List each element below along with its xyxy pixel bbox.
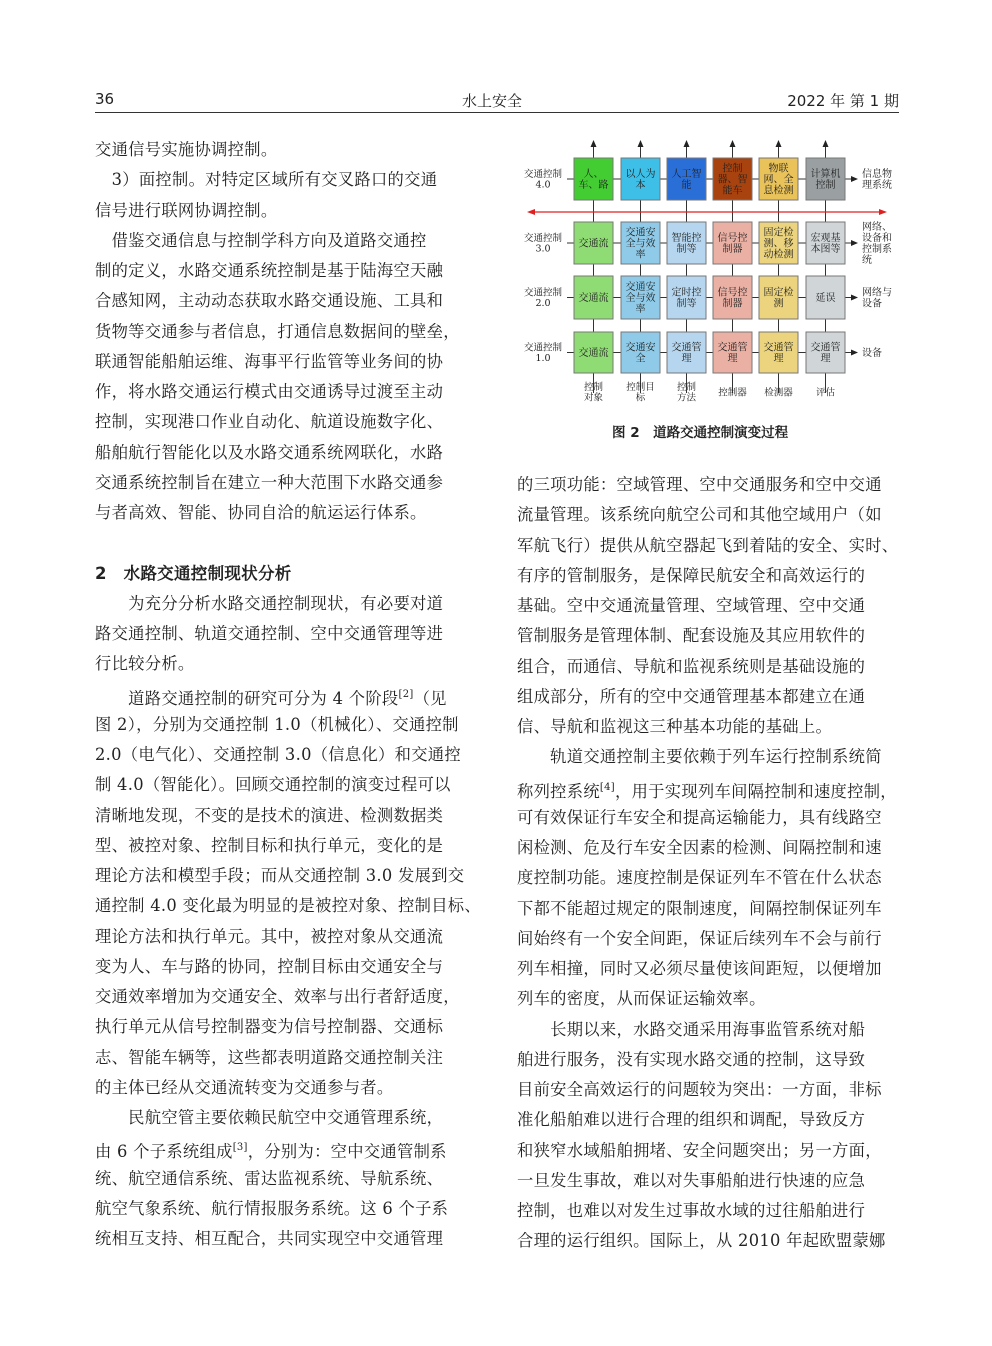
cell-label: 固定检测 <box>763 287 794 310</box>
text-line: 一旦发生事故，难以对失事船舶进行快速的应急 <box>517 1170 866 1190</box>
text-line: 船舶航行智能化以及水路交通系统网联化，水路 <box>95 442 444 462</box>
text-line: 管制服务是管理体制、配套设施及其应用软件的 <box>517 626 866 646</box>
cell-label: 交通流 <box>578 238 609 250</box>
text-line: 3）面控制。对特定区域所有交叉路口的交通 <box>95 170 438 190</box>
column-label: 控制对象 <box>583 382 604 404</box>
text-line: 控制，也难以对发生过事故水域的过往船舶进行 <box>517 1201 866 1220</box>
text-line: 通控制 4.0 变化最为明显的是被控对象、控制目标、 <box>95 896 481 916</box>
row-label: 交通控制 3.0 <box>523 233 563 255</box>
column-label: 控制方法 <box>676 382 697 404</box>
figure-caption: 图 2 道路交通控制演变过程 <box>612 425 789 441</box>
text-line: 借鉴交通信息与控制学科方向及道路交通控 <box>95 230 427 250</box>
cell-label: 交通流 <box>578 293 609 304</box>
text-line: 基础。空中交通流量管理、空域管理、空中交通 <box>517 596 866 615</box>
text-line: 统相互支持、相互配合，共同实现空中交通管理 <box>95 1229 444 1248</box>
header-rule <box>95 112 899 113</box>
cell-label: 人工智能 <box>671 169 702 191</box>
arrow-right-icon <box>879 209 887 215</box>
cell-label: 智能控制等 <box>671 233 702 255</box>
text-line: 合理的运行组织。国际上，从 2010 年起欧盟蒙娜 <box>517 1231 886 1251</box>
cell-label: 定时控制等 <box>671 287 702 310</box>
text-line: 准化船舶难以进行合理的组织和调配，导致反方 <box>517 1110 866 1130</box>
text-line: 的主体已经从交通流转变为交通参与者。 <box>95 1077 394 1097</box>
arrow-left-icon <box>527 209 535 215</box>
text-line: 作，将水路交通运行模式由交通诱导过渡至主动 <box>95 382 444 401</box>
text-line: 下都不能超过规定的限制速度，间隔控制保证列车 <box>517 898 882 918</box>
issue-label: 2022 年 第 1 期 <box>787 92 899 110</box>
row-label: 交通控制 4.0 <box>523 169 563 191</box>
column-label: 检测器 <box>764 387 793 399</box>
cell-label: 计算机控制 <box>810 169 841 191</box>
text-line: 清晰地发现，不变的是技术的演进、检测数据类 <box>95 805 444 825</box>
text-line: 道路交通控制的研究可分为 4 个阶段[2]（见 <box>95 688 447 708</box>
text-line: 控制，实现港口作业自动化、航道设施数字化、 <box>95 412 444 432</box>
row-output-label: 信息物理系统 <box>862 169 892 191</box>
text-line: 联通智能船舶运维、海事平行监管等业务间的协 <box>95 351 444 371</box>
cell-label: 交通管理 <box>763 342 794 365</box>
arrow-up-icon <box>730 140 736 147</box>
cell-label: 人、车、路 <box>578 169 609 191</box>
cell-label: 控制器、智能车 <box>717 163 748 197</box>
text-line: 变为人、车与路的协同，控制目标由交通安全与 <box>95 956 444 976</box>
row-output-label: 设备 <box>862 348 882 359</box>
text-line: 度控制功能。速度控制是保证列车不管在什么状态 <box>517 868 882 888</box>
cell-label: 交通管理 <box>717 342 748 365</box>
figure-2-diagram <box>515 135 905 415</box>
text-line: 与者高效、智能、协同自洽的航运运行体系。 <box>95 503 427 522</box>
arrow-up-icon <box>684 140 690 147</box>
arrow-right-icon <box>851 350 858 356</box>
text-line: 理论方法和模型手段；而从交通控制 3.0 发展到交 <box>95 866 465 885</box>
text-line: 由 6 个子系统组成[3]，分别为：空中交通管制系 <box>95 1142 447 1162</box>
page-number: 36 <box>95 90 115 108</box>
text-line: 组成部分，所有的空中交通管理基本都建立在通 <box>517 686 866 706</box>
row-output-label: 网络与设备 <box>862 287 892 310</box>
text-line: 民航空管主要依赖民航空中交通管理系统， <box>95 1108 444 1127</box>
text-line: 轨道交通控制主要依赖于列车运行控制系统简 <box>517 747 882 767</box>
text-line: 和狭窄水域船舶拥堵、安全问题突出；另一方面， <box>517 1140 882 1160</box>
cell-label: 交通安全 <box>625 342 656 365</box>
cell-label: 交通流 <box>578 348 609 359</box>
text-line: 交通效率增加为交通安全、效率与出行者舒适度， <box>95 987 460 1006</box>
text-line: 间始终有一个安全间距，保证后续列车不会与前行 <box>517 928 882 948</box>
text-line: 合感知网，主动动态获取水路交通设施、工具和 <box>95 291 444 311</box>
text-line: 长期以来，水路交通采用海事监管系统对船 <box>517 1019 866 1039</box>
text-line: 制 4.0（智能化）。回顾交通控制的演变过程可以 <box>95 775 451 795</box>
text-line: 列车的密度，从而保证运输效率。 <box>517 989 766 1009</box>
arrow-right-icon <box>851 240 858 246</box>
cell-label: 以人为本 <box>625 169 656 191</box>
column-label: 控制目标 <box>626 382 655 404</box>
citation[interactable]: [3] <box>232 1142 248 1154</box>
text-line: 型、被控对象、控制目标和执行单元，变化的是 <box>95 835 444 855</box>
arrow-up-icon <box>823 140 829 147</box>
cell-label: 信号控制器 <box>717 287 748 310</box>
text-line: 信、导航和监视这三种基本功能的基础上。 <box>517 717 833 736</box>
text-line: 有序的管制服务，是保障民航安全和高效运行的 <box>517 565 866 585</box>
cell-label: 宏观基本图等 <box>810 233 841 255</box>
text-line: 闲检测、危及行车安全因素的检测、间隔控制和速 <box>517 838 882 857</box>
text-line: 图 2），分别为交通控制 1.0（机械化）、交通控制 <box>95 714 459 734</box>
text-line: 交通信号实施协调控制。 <box>95 140 278 159</box>
cell-label: 物联网、全息检测 <box>763 163 794 197</box>
arrow-right-icon <box>851 295 858 301</box>
arrow-up-icon <box>591 140 597 147</box>
text-line: 舶进行服务，没有实现水路交通的控制，这导致 <box>517 1049 866 1069</box>
cell-label: 延误 <box>815 293 836 304</box>
text-line: 路交通控制、轨道交通控制、空中交通管理等进 <box>95 624 444 643</box>
citation[interactable]: [4] <box>599 781 615 793</box>
text-line: 货物等交通参与者信息，打通信息数据间的壁垒， <box>95 321 460 341</box>
arrow-up-icon <box>776 140 782 147</box>
section-heading: 2 水路交通控制现状分析 <box>95 563 292 583</box>
text-line: 目前安全高效运行的问题较为突出：一方面，非标 <box>517 1080 882 1099</box>
row-label: 交通控制 1.0 <box>523 342 563 365</box>
column-label: 评估 <box>815 387 836 399</box>
text-line: 列车相撞，同时又必须尽量使该间距短，以便增加 <box>517 959 882 978</box>
text-line: 志、智能车辆等，这些都表明道路交通控制关注 <box>95 1047 444 1067</box>
text-line: 的三项功能：空域管理、空中交通服务和空中交通 <box>517 475 882 494</box>
text-line: 军航飞行）提供从航空器起飞到着陆的安全、实时、 <box>517 535 899 555</box>
text-line: 2.0（电气化）、交通控制 3.0（信息化）和交通控 <box>95 745 461 764</box>
text-line: 称列控系统[4]，用于实现列车间隔控制和速度控制， <box>517 781 897 801</box>
text-line: 理论方法和执行单元。其中，被控对象从交通流 <box>95 926 444 946</box>
cell-label: 信号控制器 <box>717 233 748 255</box>
text-line: 交通系统控制旨在建立一种大范围下水路交通参 <box>95 472 444 492</box>
text-line: 流量管理。该系统向航空公司和其他空域用户（如 <box>517 505 882 525</box>
text-line: 行比较分析。 <box>95 654 195 674</box>
text-line: 航空气象系统、航行情报服务系统。这 6 个子系 <box>95 1198 449 1218</box>
text-line: 可有效保证行车安全和提高运输能力，具有线路空 <box>517 807 882 827</box>
row-output-label: 网络、设备和控制系统 <box>862 222 892 266</box>
citation[interactable]: [2] <box>398 688 414 700</box>
text-line: 制的定义，水路交通系统控制是基于陆海空天融 <box>95 261 444 280</box>
column-label: 控制器 <box>718 387 747 399</box>
cell-label: 固定检测、移动检测 <box>763 227 794 261</box>
row-label: 交通控制 2.0 <box>523 287 563 310</box>
journal-title: 水上安全 <box>462 92 523 110</box>
arrow-right-icon <box>851 176 858 182</box>
text-line: 为充分分析水路交通控制现状，有必要对道 <box>95 593 444 613</box>
cell-label: 交通安全与效率 <box>625 282 656 315</box>
text-line: 信号进行联网协调控制。 <box>95 200 278 220</box>
arrow-up-icon <box>638 140 644 147</box>
cell-label: 交通管理 <box>671 342 702 365</box>
cell-label: 交通安全与效率 <box>625 227 656 261</box>
cell-label: 交通管理 <box>810 342 841 365</box>
text-line: 统、航空通信系统、雷达监视系统、导航系统、 <box>95 1168 444 1188</box>
text-line: 组合，而通信、导航和监视系统则是基础设施的 <box>517 656 866 676</box>
text-line: 执行单元从信号控制器变为信号控制器、交通标 <box>95 1017 444 1037</box>
